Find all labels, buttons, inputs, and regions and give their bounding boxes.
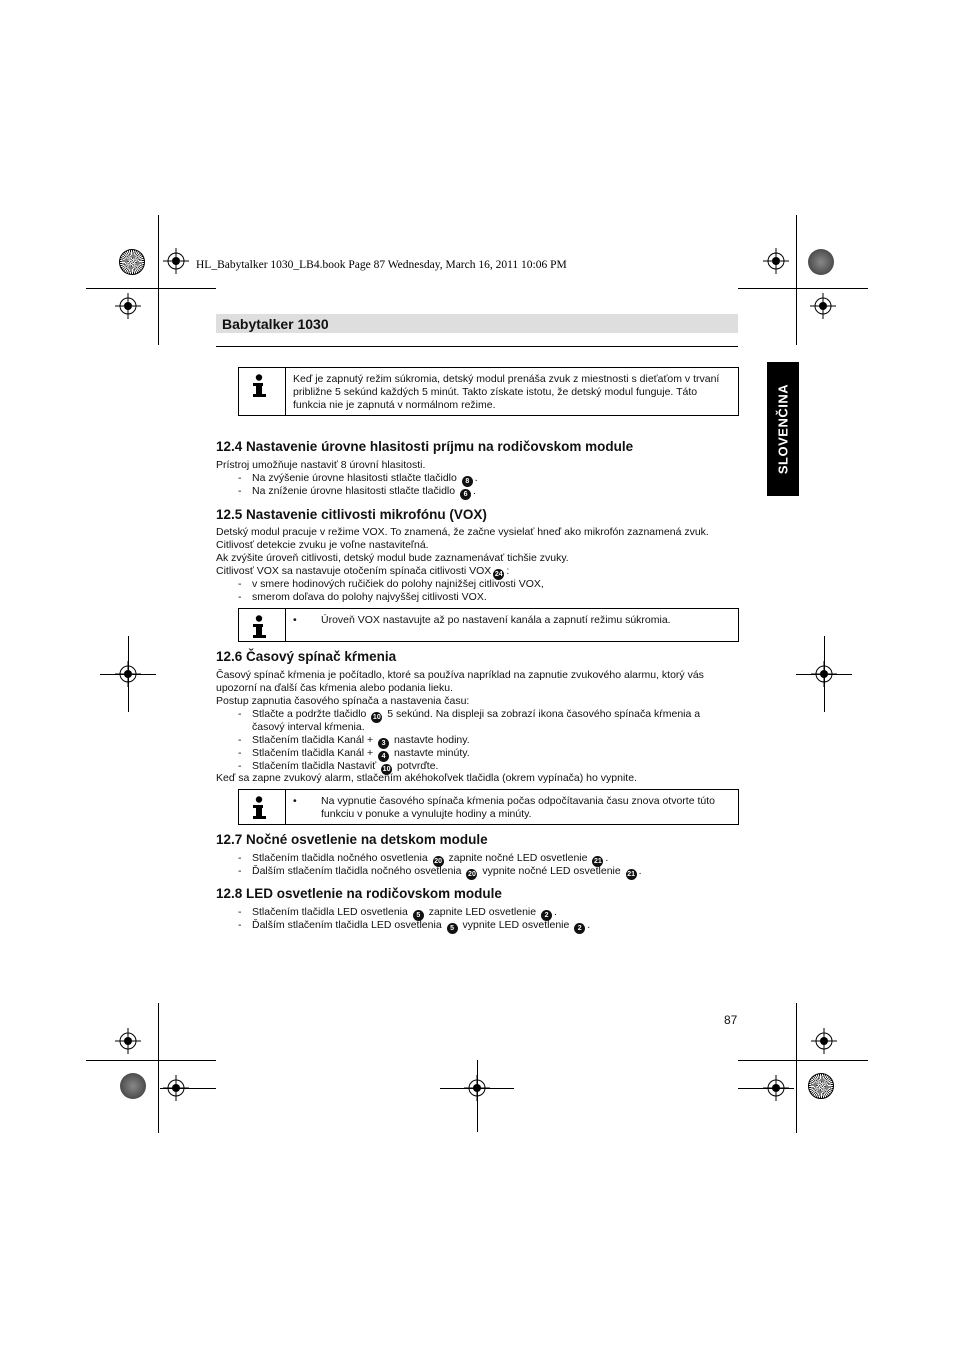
page-title: Babytalker 1030 [222,316,329,332]
section-heading-12-4: 12.4 Nastavenie úrovne hlasitosti príjmu na rodičovskom module [216,439,634,454]
button-number-badge: 5 [447,923,458,934]
button-number-badge: 2 [574,923,585,934]
dash: - [238,852,242,864]
list-item-text: Stlačením tlačidla Kanál + [252,734,374,746]
punctuation: . [638,865,642,877]
list-item-text: Stlačením tlačidla Kanál + [252,747,374,759]
dash: - [238,747,242,759]
info-note-text: Keď je zapnutý režim súkromia, detský modul prenáša zvuk z miestnosti s dieťaťom v trvaní približne 5 sekúnd každých 5 minút. Takto získate istotu, že detský modul funguje. Táto funkcia nie je zapnutá v normálnom režime. [293,373,720,411]
section-heading-12-7: 12.7 Nočné osvetlenie na detskom module [216,832,488,847]
info-icon [252,615,268,639]
paragraph: Prístroj umožňuje nastaviť 8 úrovní hlasitosti. [216,459,426,471]
list-item [238,578,544,591]
info-note [238,789,739,825]
punctuation: . [554,906,557,918]
registration-starburst-icon [119,249,145,275]
punctuation: : [506,565,510,577]
dash: - [238,865,242,877]
list-item-text: Stlačte a podržte tlačidlo [252,708,367,720]
bullet: • [293,614,297,626]
button-number-badge: 21 [594,858,602,865]
dash: - [238,591,242,603]
list-item-text: vypnite nočné LED osvetlenie [482,865,621,877]
info-icon [252,796,268,820]
list-item-text: 5 sekúnd. Na displeji sa zobrazí ikona časového spínača kŕmenia a [387,708,701,720]
list-item-text: nastavte hodiny. [393,734,470,746]
page-number: 87 [724,1013,738,1027]
list-item-text: Na zvýšenie úrovne hlasitosti stlačte tlačidlo [252,472,457,484]
paragraph: Ak zvýšite úroveň citlivosti, detský modul bude zaznamenávať tichšie zvuky. [216,552,569,564]
paragraph: Detský modul pracuje v režime VOX. To znamená, že začne vysielať hneď ako mikrofón zaznamená zvuk. [216,526,709,538]
button-number-badge: 4 [378,751,389,762]
list-item-text: zapnite nočné LED osvetlenie [448,852,588,864]
list-item-text: Ďalším stlačením tlačidla nočného osvetlenia [252,865,462,877]
registration-gray-disc-icon [808,249,834,275]
crop-line [158,215,159,345]
paragraph: Časový spínač kŕmenia je počítadlo, ktoré sa používa napríklad na zapnutie zvukového alarmu, ktorý vás [216,669,704,681]
button-number-badge: 8 [462,476,473,487]
crop-line [738,1060,868,1061]
info-note [238,367,739,416]
dash: - [238,919,242,931]
list-item [238,591,487,604]
dash: - [238,760,242,772]
header-rule [216,346,738,347]
paragraph: upozorní na ďalší čas kŕmenia alebo podania lieku. [216,682,454,694]
list-item-text: Ďalším stlačením tlačidla LED osvetlenia [252,919,442,931]
button-number-badge: 10 [372,714,381,721]
list-item [238,919,590,934]
dash: - [238,485,242,497]
list-item-text: Stlačením tlačidla Nastaviť [252,760,377,772]
list-item-text: Stlačením tlačidla LED osvetlenia [252,906,408,918]
crop-line [796,215,797,345]
info-note-text: Úroveň VOX nastavujte až po nastavení kanála a zapnutí režimu súkromia. [321,614,671,626]
punctuation: . [605,852,609,864]
list-item-text: zapnite LED osvetlenie [428,906,537,918]
registration-crosshair-icon [763,248,789,274]
crop-line [738,1088,794,1089]
registration-crosshair-icon [115,293,141,319]
registration-gray-disc-icon [120,1073,146,1099]
crop-line [158,1003,159,1133]
section-heading-12-5: 12.5 Nastavenie citlivosti mikrofónu (VOX) [216,507,487,522]
crop-line [86,1060,216,1061]
dash: - [238,472,242,484]
button-number-badge: 6 [460,489,471,500]
list-item-text: potvrďte. [397,760,439,772]
paragraph: Keď sa zapne zvukový alarm, stlačením akéhokoľvek tlačidla (okrem vypínača) ho vypnite. [216,772,637,784]
crop-line [160,1088,216,1089]
registration-crosshair-icon [115,661,141,687]
registration-crosshair-icon [810,293,836,319]
punctuation: . [473,485,476,497]
button-number-badge: 10 [382,766,391,773]
button-number-badge: 3 [378,738,389,749]
paragraph: Postup zapnutia časového spínača a nastavenia času: [216,695,470,707]
dash: - [238,906,242,918]
section-heading-12-8: 12.8 LED osvetlenie na rodičovskom module [216,886,502,901]
language-tab [767,362,799,496]
list-item [238,865,642,880]
title-bar [216,314,738,333]
bullet: • [293,795,297,807]
registration-crosshair-icon [464,1075,490,1101]
crop-line [738,288,868,289]
button-number-badge: 5 [413,910,424,921]
punctuation: . [587,919,591,931]
language-tab-label: SLOVENČINA [775,383,791,475]
dash: - [238,734,242,746]
info-icon-cell [239,609,286,641]
crop-line [796,1003,797,1133]
punctuation: . [474,472,478,484]
registration-crosshair-icon [115,1028,141,1054]
paragraph: Citlivosť detekcie zvuku je voľne nastaviteľná. [216,539,429,551]
info-icon-cell [239,368,286,415]
registration-starburst-icon [808,1073,834,1099]
registration-crosshair-icon [163,248,189,274]
list-item-text: Na zníženie úrovne hlasitosti stlačte tlačidlo [252,485,456,497]
dash: - [238,578,242,590]
list-item-text: vypnite LED osvetlenie [462,919,570,931]
list-item-text: Stlačením tlačidla nočného osvetlenia [252,852,428,864]
info-note [238,608,739,642]
crop-line [86,288,216,289]
registration-crosshair-icon [811,1028,837,1054]
paragraph-text: Citlivosť VOX sa nastavuje otočením spínača citlivosti VOX [216,565,492,577]
button-number-badge: 21 [627,871,636,878]
list-item-continuation: časový interval kŕmenia. [252,721,365,733]
registration-crosshair-icon [811,661,837,687]
button-number-badge: 20 [468,871,476,878]
file-header: HL_Babytalker 1030_LB4.book Page 87 Wednesday, March 16, 2011 10:06 PM [196,259,567,271]
list-item [238,485,476,500]
button-number-badge: 2 [541,910,552,921]
list-item-text: v smere hodinových ručičiek do polohy najnižšej citlivosti VOX, [252,578,544,590]
button-number-badge: 20 [434,858,443,865]
button-number-badge: 24 [494,571,503,578]
list-item-text: nastavte minúty. [393,747,470,759]
info-icon [252,374,268,398]
list-item-text: smerom doľava do polohy najvyššej citlivosti VOX. [252,591,487,603]
info-note-text: Na vypnutie časového spínača kŕmenia počas odpočítavania času znova otvorte túto funkciu v ponuke a vynulujte hodiny a minúty. [321,795,715,820]
section-heading-12-6: 12.6 Časový spínač kŕmenia [216,649,397,664]
dash: - [238,708,242,720]
info-icon-cell [239,790,286,824]
